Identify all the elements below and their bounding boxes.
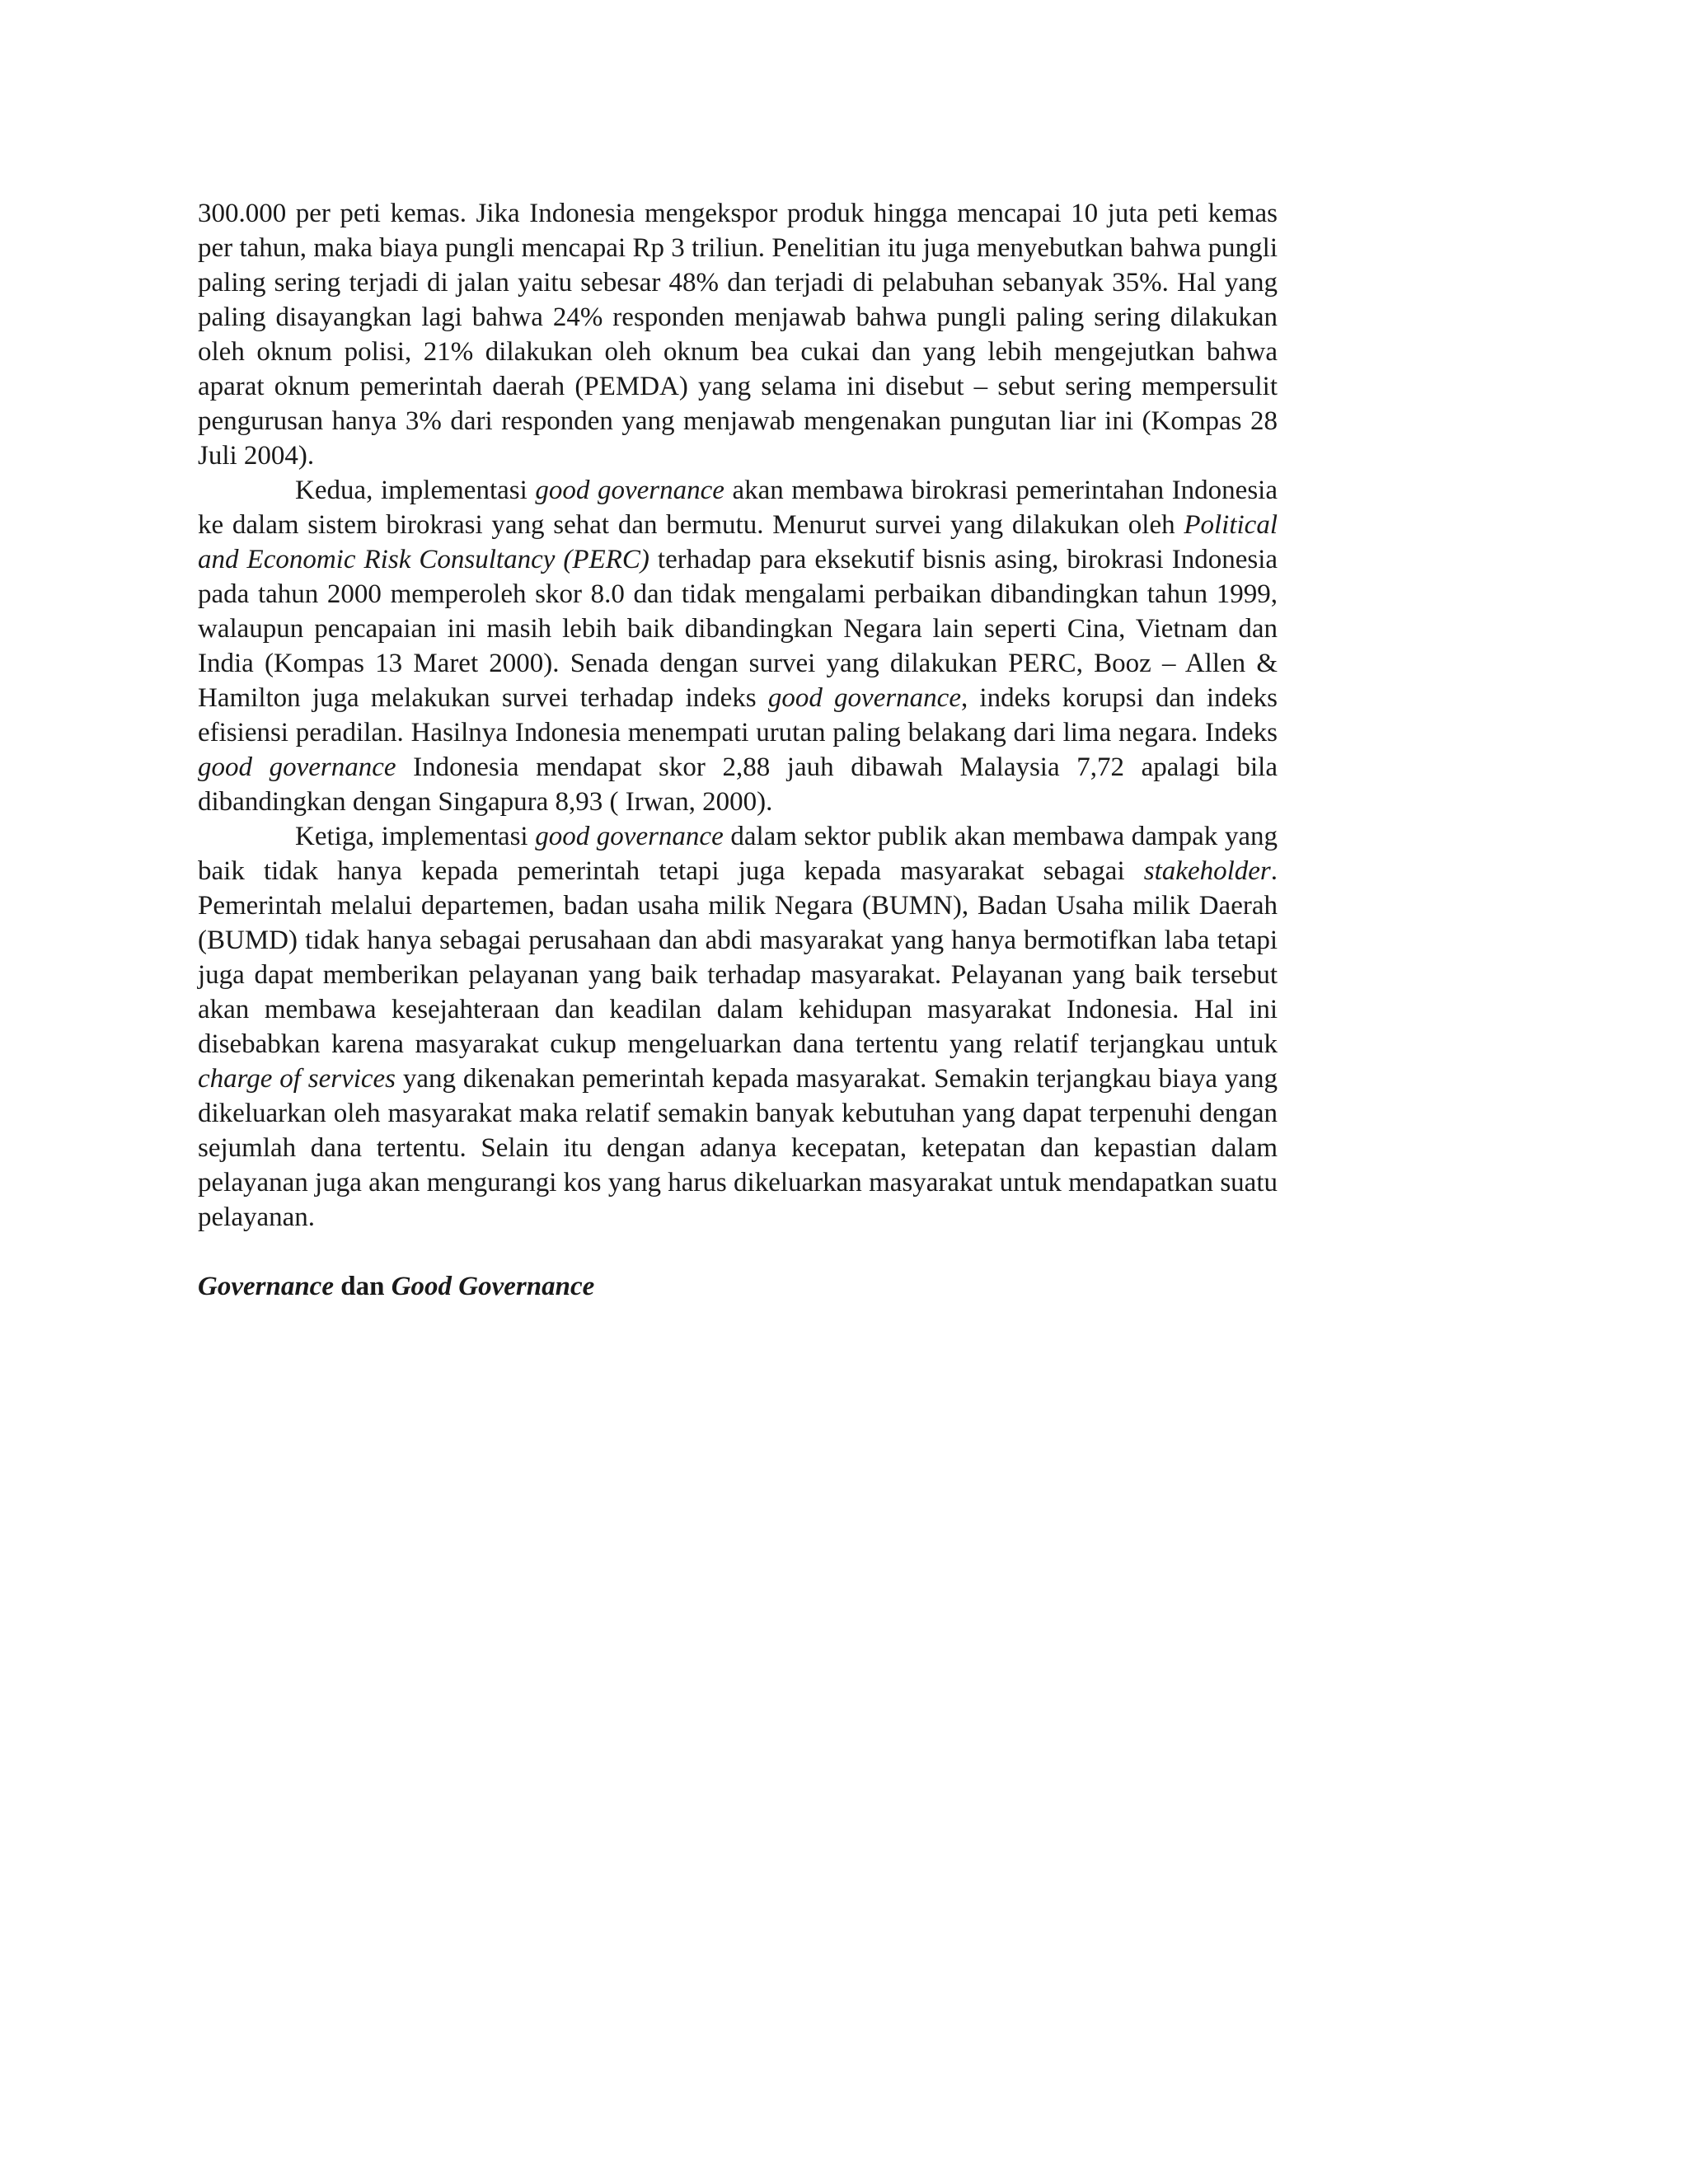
heading-italic-run: Governance	[198, 1272, 334, 1301]
italic-text-run: Political and Economic Risk Consultancy (PERC)	[198, 510, 1278, 574]
document-page	[198, 196, 1278, 1304]
paragraph-1	[198, 196, 1278, 473]
italic-text-run: good governance	[535, 822, 724, 851]
text-run: akan membawa birokrasi pemerintahan Indonesia ke dalam sistem birokrasi yang sehat dan bermutu. Menurut survei yang dilakukan oleh	[198, 476, 1278, 540]
text-run: Kedua, implementasi	[295, 476, 536, 505]
text-run: terhadap para eksekutif bisnis asing, birokrasi Indonesia pada tahun 2000 memperoleh skor 8.0 dan tidak mengalami perbaikan dibandingkan tahun 1999, walaupun pencapaian ini masih lebih baik dibandingkan Negara lain seperti Cina, Vietnam dan India (Kompas 13 Maret 2000). Senada dengan survei yang dilakukan PERC, Booz – Allen & Hamilton juga melakukan survei terhadap indeks	[198, 545, 1278, 713]
text-run: yang dikenakan pemerintah kepada masyarakat. Semakin terjangkau biaya yang dikeluarkan oleh masyarakat maka relatif semakin banyak kebutuhan yang dapat terpenuhi dengan sejumlah dana tertentu. Selain itu dengan adanya kecepatan, ketepatan dan kepastian dalam pelayanan juga akan mengurangi kos yang harus dikeluarkan masyarakat untuk mendapatkan suatu pelayanan.	[198, 1064, 1278, 1232]
text-run: , indeks korupsi dan indeks efisiensi peradilan. Hasilnya Indonesia menempati urutan paling belakang dari lima negara. Indeks	[198, 683, 1278, 748]
italic-text-run: good governance	[198, 752, 396, 782]
text-run: . Pemerintah melalui departemen, badan usaha milik Negara (BUMN), Badan Usaha milik Daerah (BUMD) tidak hanya sebagai perusahaan dan abdi masyarakat yang hanya bermotifkan laba tetapi juga dapat memberikan pelayanan yang baik terhadap masyarakat. Pelayanan yang baik tersebut akan membawa kesejahteraan dan keadilan dalam kehidupan masyarakat Indonesia. Hal ini disebabkan karena masyarakat cukup mengeluarkan dana tertentu yang relatif terjangkau untuk	[198, 856, 1278, 1059]
document-body	[198, 196, 1278, 1235]
text-run: Indonesia mendapat skor 2,88 jauh dibawah Malaysia 7,72 apalagi bila dibandingkan dengan Singapura 8,93 ( Irwan, 2000).	[198, 752, 1278, 817]
heading-italic-run: Good Governance	[391, 1272, 595, 1301]
paragraph-3	[198, 819, 1278, 1235]
paragraph-2	[198, 473, 1278, 819]
italic-text-run: charge of services	[198, 1064, 396, 1094]
text-run: dalam sektor publik akan membawa dampak yang baik tidak hanya kepada pemerintah tetapi juga kepada masyarakat sebagai	[198, 822, 1278, 886]
italic-text-run: good governance	[767, 683, 961, 713]
italic-text-run: stakeholder	[1143, 856, 1271, 886]
heading-text-run: dan	[333, 1272, 392, 1301]
text-run: 300.000 per peti kemas. Jika Indonesia mengekspor produk hingga mencapai 10 juta peti kemas per tahun, maka biaya pungli mencapai Rp 3 triliun. Penelitian itu juga menyebutkan bahwa pungli paling sering terjadi di jalan yaitu sebesar 48% dan terjadi di pelabuhan sebanyak 35%. Hal yang paling disayangkan lagi bahwa 24% responden menjawab bahwa pungli paling sering dilakukan oleh oknum polisi, 21% dilakukan oleh oknum bea cukai dan yang lebih mengejutkan bahwa aparat oknum pemerintah daerah (PEMDA) yang selama ini disebut – sebut sering mempersulit pengurusan hanya 3% dari responden yang menjawab mengenakan pungutan liar ini (Kompas 28 Juli 2004).	[198, 199, 1278, 471]
italic-text-run: good governance	[535, 476, 724, 505]
section-heading	[198, 1269, 1278, 1304]
text-run: Ketiga, implementasi	[295, 822, 536, 851]
